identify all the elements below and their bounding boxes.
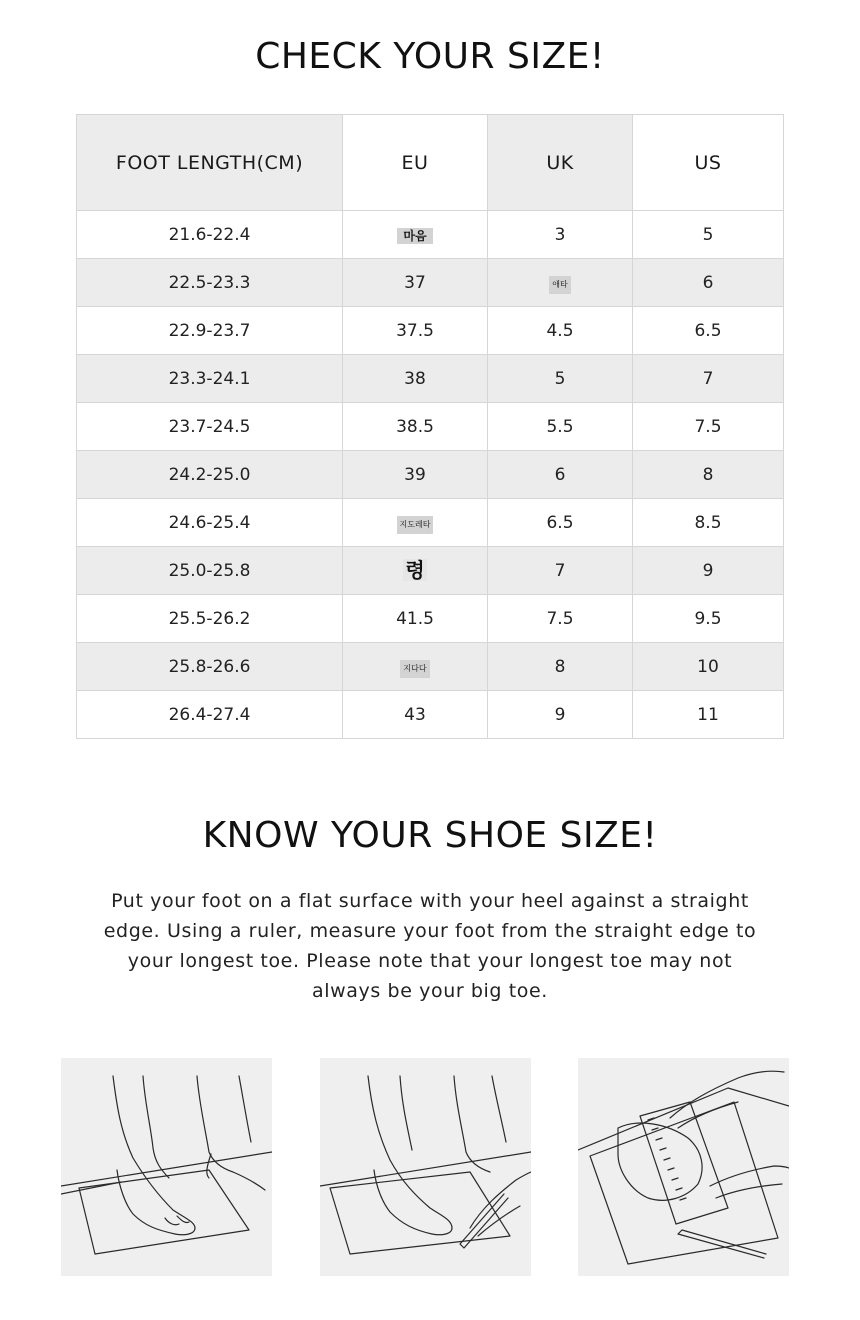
cell-us: 9.5 [633,595,784,643]
table-row [77,211,784,259]
table-row [77,355,784,403]
cell-uk: 5 [488,355,633,403]
cell-eu [343,643,488,691]
cell-uk: 6.5 [488,499,633,547]
cell-us: 9 [633,547,784,595]
eu-tag: 지다다 [400,660,429,678]
cell-eu [343,499,488,547]
cell-eu: 38 [343,355,488,403]
cell-eu: 39 [343,451,488,499]
cell-foot-length: 25.5-26.2 [77,595,343,643]
eu-tag: 령 [405,558,425,582]
guide-line: your longest toe. Please note that your longest toe may not [127,950,733,972]
foot-on-paper-drawing [61,1058,272,1276]
foot-on-paper-icon [61,1058,272,1276]
guide-title: KNOW YOUR SHOE SIZE! [202,815,658,856]
cell-foot-length: 26.4-27.4 [77,691,343,739]
cell-uk: 6 [488,451,633,499]
cell-foot-length: 22.9-23.7 [77,307,343,355]
cell-eu [343,547,488,595]
table-row [77,499,784,547]
cell-us: 7.5 [633,403,784,451]
size-chart-table [76,114,784,739]
table-row [77,307,784,355]
cell-us: 7 [633,355,784,403]
cell-eu: 41.5 [343,595,488,643]
cell-foot-length: 22.5-23.3 [77,259,343,307]
cell-us: 6 [633,259,784,307]
cell-foot-length: 23.7-24.5 [77,403,343,451]
cell-uk: 5.5 [488,403,633,451]
table-row [77,643,784,691]
cell-foot-length: 25.0-25.8 [77,547,343,595]
cell-uk: 8 [488,643,633,691]
eu-tag: 마음 [397,228,432,244]
table-row [77,259,784,307]
header-eu: EU [343,115,488,211]
cell-eu: 43 [343,691,488,739]
uk-tag: 애타 [549,276,570,294]
trace-foot-drawing [320,1058,531,1276]
header-foot-length: FOOT LENGTH(CM) [77,115,343,211]
cell-foot-length: 25.8-26.6 [77,643,343,691]
cell-us: 5 [633,211,784,259]
table-row [77,403,784,451]
cell-uk: 3 [488,211,633,259]
size-chart-title: CHECK YOUR SIZE! [255,36,605,77]
cell-foot-length: 24.6-25.4 [77,499,343,547]
table-row [77,691,784,739]
cell-uk: 9 [488,691,633,739]
header-uk: UK [488,115,633,211]
cell-us: 11 [633,691,784,739]
cell-foot-length: 24.2-25.0 [77,451,343,499]
cell-uk: 7.5 [488,595,633,643]
guide-line: Put your foot on a flat surface with your heel against a straight [111,890,749,912]
header-us: US [633,115,784,211]
cell-us: 10 [633,643,784,691]
guide-line: edge. Using a ruler, measure your foot from the straight edge to [103,920,757,942]
guide-line: always be your big toe. [312,980,548,1002]
cell-eu: 38.5 [343,403,488,451]
cell-eu: 37 [343,259,488,307]
guide-description [100,886,760,1006]
cell-us: 6.5 [633,307,784,355]
cell-us: 8.5 [633,499,784,547]
measure-ruler-drawing [578,1058,789,1276]
trace-foot-icon [320,1058,531,1276]
cell-uk: 4.5 [488,307,633,355]
cell-foot-length: 21.6-22.4 [77,211,343,259]
table-row [77,547,784,595]
cell-uk [488,259,633,307]
eu-tag: 지도레타 [397,516,434,534]
measure-ruler-icon [578,1058,789,1276]
cell-eu: 37.5 [343,307,488,355]
table-header-row [77,115,784,211]
cell-eu [343,211,488,259]
table-row [77,451,784,499]
cell-uk: 7 [488,547,633,595]
table-row [77,595,784,643]
cell-foot-length: 23.3-24.1 [77,355,343,403]
cell-us: 8 [633,451,784,499]
